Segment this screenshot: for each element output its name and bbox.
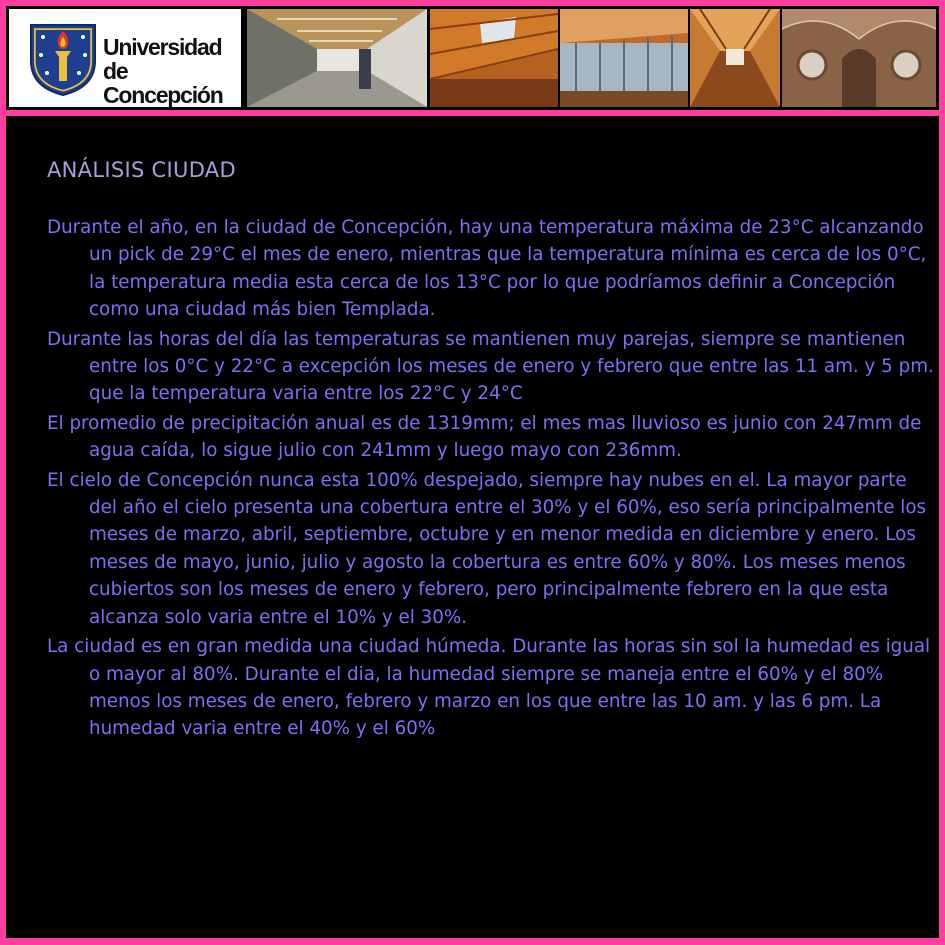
banner-photo-wood-ceiling xyxy=(430,9,558,107)
paragraph-list xyxy=(47,214,935,745)
header-banner xyxy=(6,6,939,110)
logo-wordmark xyxy=(103,35,241,107)
content-panel xyxy=(6,116,939,938)
paragraph-humidity: La ciudad es en gran medida una ciudad húmeda. Durante las horas sin sol la humedad es igual o mayor al 80%. Durante el dia, la humedad siempre se maneja entre el 60% y el 80% menos los meses de enero, febrero y marzo en los que entre las 10 am. y las 6 pm. La humedad varia entre el 40% y el 60% xyxy=(47,636,931,740)
logo-line-1: Universidad xyxy=(103,34,222,60)
paragraph-precipitation: El promedio de precipitación anual es de 1319mm; el mes mas lluvioso es junio con 247mm de agua caída, lo sigue julio con 241mm y luego mayo con 236mm. xyxy=(47,412,922,462)
university-logo[interactable] xyxy=(9,9,241,107)
banner-photo-building xyxy=(560,9,688,107)
page-title: ANÁLISIS CIUDAD xyxy=(47,158,236,182)
paragraph-daily-temperature: Durante las horas del día las temperaturas se mantienen muy parejas, siempre se mantienen entre los 0°C y 22°C a excepción los meses de enero y febrero que entre las 11 am. y 5 pm. que la temperatura varia entre los 22°C y 24°C xyxy=(47,328,934,405)
paragraph-cloud-cover: El cielo de Concepción nunca esta 100% despejado, siempre hay nubes en el. La mayor parte del año el cielo presenta una cobertura entre el 30% y el 60%, eso sería principalmente los meses de marzo, abril, septiembre, octubre y en menor medida en diciembre y enero. Los meses de mayo, junio, julio y agosto la cobertura es entre 60% y 80%. Los meses menos cubiertos son los meses de enero y febrero, pero principalmente febrero en la que esta alcanza solo varia entre el 10% y el 30%. xyxy=(47,469,927,628)
logo-line-2: de Concepción xyxy=(103,58,223,108)
paragraph-temperature: Durante el año, en la ciudad de Concepción, hay una temperatura máxima de 23°C alcanzando un pick de 29°C el mes de enero, mientras que la temperatura mínima es cerca de los 0°C, la temperatura media esta cerca de los 13°C por lo que podríamos definir a Concepción como una ciudad más bien Templada. xyxy=(47,217,927,321)
banner-photo-stone-arch xyxy=(782,9,936,107)
banner-photo-corridor xyxy=(247,9,427,107)
banner-photo-wood-walkway xyxy=(690,9,780,107)
university-emblem-icon xyxy=(27,21,99,97)
